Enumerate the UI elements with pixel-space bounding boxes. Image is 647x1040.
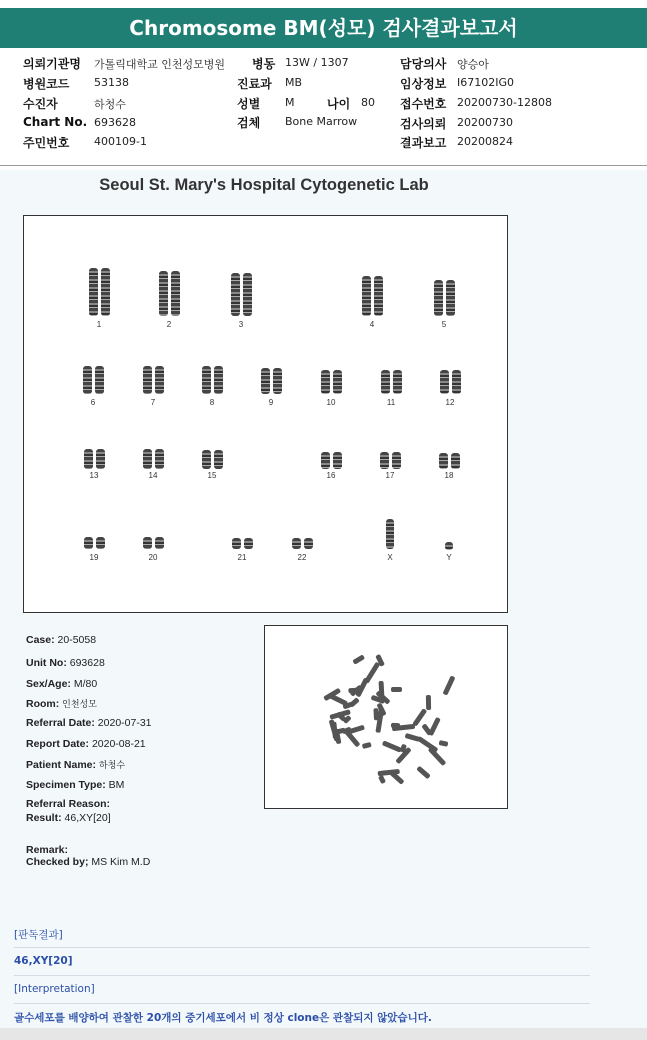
metaphase-chromosome <box>421 723 432 735</box>
chromosome-pair <box>440 370 461 394</box>
chromosome-pair <box>439 453 460 469</box>
chromosome-label: 17 <box>385 471 395 480</box>
chromosome-label: 12 <box>445 398 455 407</box>
chromosome-label: 21 <box>237 553 247 562</box>
metaphase-chromosome <box>362 742 372 749</box>
chromosome-pair <box>143 449 164 469</box>
info-label: 나이 <box>327 97 351 111</box>
chromosome <box>96 537 105 549</box>
chromosome-pair <box>143 366 164 394</box>
metaphase-chromosome <box>439 740 449 747</box>
chromosome <box>143 449 152 469</box>
chromosome <box>202 450 211 469</box>
chromosome <box>231 273 240 316</box>
chromosome <box>452 370 461 394</box>
chromosome-label: 13 <box>89 471 99 480</box>
metaphase-chromosome <box>391 722 401 727</box>
chromosome-pair <box>232 538 253 549</box>
chromosome-label: 20 <box>148 553 158 562</box>
metaphase-chromosome <box>348 688 358 693</box>
chromosome-pair <box>386 519 394 549</box>
room-label: Room: <box>26 698 60 710</box>
chromosome <box>96 449 105 469</box>
karyotype-image <box>23 215 508 613</box>
info-label: 의뢰기관명 <box>23 57 81 71</box>
chromosome <box>101 268 110 316</box>
metaphase-chromosome <box>405 733 421 742</box>
chromosome-label: 18 <box>444 471 454 480</box>
chromosome <box>244 538 253 549</box>
chromosome <box>445 542 453 550</box>
info-label: 병원코드 <box>23 77 70 91</box>
chromosome <box>362 276 371 316</box>
info-value: 20200730-12808 <box>457 96 552 109</box>
chromosome-pair <box>362 276 383 316</box>
referral-date-label: Referral Date: <box>26 717 95 729</box>
info-label: 검사의뢰 <box>400 117 447 131</box>
info-label: 성별 <box>237 97 261 111</box>
chromosome <box>374 276 383 316</box>
chromosome-label: 11 <box>386 398 396 407</box>
chromosome <box>84 449 93 469</box>
divider <box>14 975 590 976</box>
chromosome <box>159 271 168 316</box>
case-value: 20-5058 <box>57 634 97 646</box>
chromosome-pair <box>445 542 453 550</box>
unit-label: Unit No: <box>26 657 67 669</box>
chromosome-label: 6 <box>90 398 96 407</box>
chromosome-label: 10 <box>326 398 336 407</box>
chromosome <box>214 450 223 469</box>
info-value: 400109-1 <box>94 135 147 148</box>
lab-title: Seoul St. Mary's Hospital Cytogenetic Lab <box>99 176 429 194</box>
chromosome-pair <box>380 452 401 469</box>
chromosome <box>386 519 394 549</box>
page-bottom-bar <box>0 1028 647 1040</box>
chromosome <box>155 366 164 394</box>
metaphase-chromosome <box>364 662 380 684</box>
chromosome-label: 5 <box>441 320 447 329</box>
room-value: 인천성모 <box>62 699 97 709</box>
chromosome-label: 3 <box>238 320 244 329</box>
patient-info-panel <box>0 52 647 166</box>
info-value: 20200824 <box>457 135 513 148</box>
checked-value: MS Kim M.D <box>91 856 151 868</box>
info-label: 병동 <box>252 57 276 71</box>
chromosome <box>232 538 241 549</box>
specimen-value: BM <box>108 779 125 791</box>
info-label: 담당의사 <box>400 57 447 71</box>
chromosome-pair <box>321 452 342 469</box>
checked-label: Checked by; <box>26 856 89 868</box>
unit-value: 693628 <box>69 657 105 669</box>
chromosome-pair <box>202 366 223 394</box>
chromosome-pair <box>292 538 313 549</box>
chromosome-label: 2 <box>166 320 172 329</box>
reason-label: Referral Reason: <box>26 798 111 810</box>
info-value: 20200730 <box>457 116 513 129</box>
metaphase-chromosome <box>352 655 365 665</box>
chromosome-label: 4 <box>369 320 375 329</box>
report-date-label: Report Date: <box>26 738 90 750</box>
interpretation-text: 골수세포를 배양하여 관찰한 20개의 중기세포에서 비 정상 clone은 관찰되지 않았습니다. <box>14 1012 432 1024</box>
report-title: Chromosome BM(성모) 검사결과보고서 <box>0 8 647 48</box>
metaphase-chromosome <box>426 695 431 710</box>
info-value: Bone Marrow <box>285 115 358 128</box>
chromosome <box>202 366 211 394</box>
metaphase-image <box>264 625 508 809</box>
chromosome <box>446 280 455 316</box>
chromosome <box>155 537 164 549</box>
patient-value: 하청수 <box>98 760 126 770</box>
result-value: 46,XY[20] <box>64 812 111 824</box>
info-label: 임상정보 <box>400 77 447 91</box>
chromosome <box>273 368 282 394</box>
info-value: 693628 <box>94 116 136 129</box>
referral-date-value: 2020-07-31 <box>97 717 152 729</box>
chromosome <box>451 453 460 469</box>
divider <box>14 947 590 948</box>
info-label: 검체 <box>237 116 261 130</box>
chromosome-pair <box>231 273 252 316</box>
info-value: 하청수 <box>94 98 126 111</box>
chromosome <box>143 537 152 549</box>
chromosome <box>381 370 390 394</box>
info-value: 13W / 1307 <box>285 56 349 69</box>
divider <box>0 165 647 166</box>
chromosome-label: 9 <box>268 398 274 407</box>
chromosome <box>243 273 252 316</box>
metaphase-chromosome <box>391 687 402 692</box>
chromosome <box>83 366 92 394</box>
metaphase-chromosome <box>416 766 431 780</box>
interpretation-heading-en: [Interpretation] <box>14 983 95 995</box>
chromosome-pair <box>321 370 342 394</box>
chromosome-label: Y <box>446 553 452 562</box>
specimen-label: Specimen Type: <box>26 779 106 791</box>
metaphase-chromosome <box>378 775 386 784</box>
chromosome <box>333 452 342 469</box>
chromosome <box>392 452 401 469</box>
info-value: I67102IG0 <box>457 76 515 89</box>
info-label: 수진자 <box>23 97 58 111</box>
chromosome-label: 7 <box>150 398 156 407</box>
chromosome-pair <box>381 370 402 394</box>
chromosome <box>440 370 449 394</box>
chromosome <box>143 366 152 394</box>
chromosome-pair <box>159 271 180 316</box>
interpretation-result: 46,XY[20] <box>14 955 73 967</box>
chromosome-label: 1 <box>96 320 102 329</box>
chromosome <box>393 370 402 394</box>
chromosome <box>434 280 443 316</box>
chromosome-label: 16 <box>326 471 336 480</box>
chromosome <box>333 370 342 394</box>
metaphase-chromosome <box>378 681 384 698</box>
info-value: M <box>285 96 295 109</box>
chromosome-pair <box>89 268 110 316</box>
chromosome <box>95 366 104 394</box>
chromosome <box>214 366 223 394</box>
chromosome <box>304 538 313 549</box>
metaphase-chromosome <box>443 675 456 695</box>
chromosome-pair <box>84 449 105 469</box>
chromosome-label: 22 <box>297 553 307 562</box>
info-value: 양승아 <box>457 58 489 71</box>
sexage-value: M/80 <box>73 678 98 690</box>
info-label: 주민번호 <box>23 136 70 150</box>
info-value: MB <box>285 76 303 89</box>
chromosome-pair <box>143 537 164 549</box>
info-value: 53138 <box>94 76 129 89</box>
info-label: 결과보고 <box>400 136 447 150</box>
case-label: Case: <box>26 634 55 646</box>
patient-label: Patient Name: <box>26 759 97 771</box>
chromosome-pair <box>434 280 455 316</box>
chromosome-label: 15 <box>207 471 217 480</box>
chromosome-label: X <box>387 553 393 562</box>
chromosome <box>439 453 448 469</box>
chromosome-pair <box>84 537 105 549</box>
info-label: 진료과 <box>237 77 272 91</box>
chromosome <box>171 271 180 316</box>
chromosome <box>261 368 270 394</box>
chromosome-label: 19 <box>89 553 99 562</box>
metaphase-chromosome <box>347 724 364 734</box>
chromosome <box>321 452 330 469</box>
info-value: 가톨릭대학교 인천성모병원 <box>94 58 226 71</box>
chromosome-label: 8 <box>209 398 215 407</box>
chromosome-pair <box>202 450 223 469</box>
result-label: Result: <box>26 812 62 824</box>
chromosome <box>292 538 301 549</box>
chromosome <box>380 452 389 469</box>
info-label: Chart No. <box>23 115 88 129</box>
interpretation-heading: [판독결과] <box>14 929 63 941</box>
sexage-label: Sex/Age: <box>26 678 71 690</box>
chromosome <box>321 370 330 394</box>
chromosome-label: 14 <box>148 471 158 480</box>
chromosome-pair <box>261 368 282 394</box>
chromosome <box>155 449 164 469</box>
info-label: 접수번호 <box>400 97 447 111</box>
divider <box>14 1003 590 1004</box>
remark-label: Remark: <box>26 844 69 856</box>
report-date-value: 2020-08-21 <box>91 738 146 750</box>
chromosome <box>84 537 93 549</box>
chromosome <box>89 268 98 316</box>
chromosome-pair <box>83 366 104 394</box>
info-value: 80 <box>361 96 375 109</box>
